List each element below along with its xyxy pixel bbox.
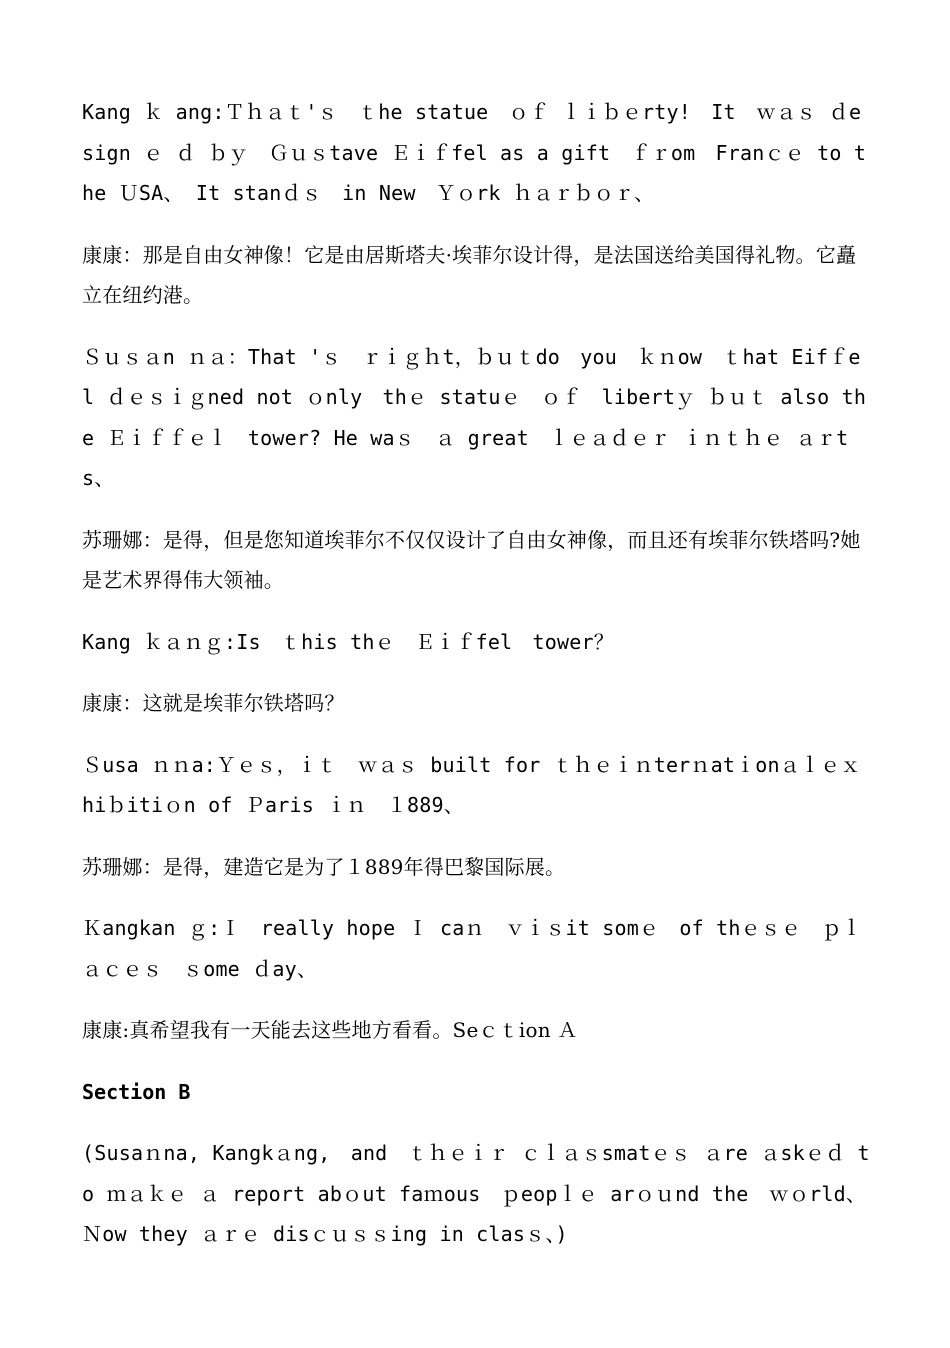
- dialogue-kangkang-zh-1: 康康：那是自由女神像！它是由居斯塔夫·埃菲尔设计得，是法国送给美国得礼物。它矗立在纽约港。: [82, 242, 857, 307]
- document-page: [82, 92, 872, 1276]
- dialogue-kangkang-en-3: Ｋangkan ｇ:Ｉ really hope Ｉ caｎ ｖｉｓit somｅ of thｅｓｅ ｐｌａｃｅｓ ｓome ｄay、: [82, 916, 862, 981]
- section-intro-paragraph: (Susaｎna, Kangkａng, and ｔｈｅｉｒ ｃｌａｓsmatｅｓ ａre ａskｅｄ to ｍａｋｅ ａ report abｏut faｍous ｐeopｌｅ arｏｕnd the ｗｏrld、 Ｎow they ａｒｅ disｃｕｓｓing in clasｓ、): [82, 1141, 870, 1246]
- dialogue-susanna-zh-1: 苏珊娜：是得，但是您知道埃菲尔不仅仅设计了自由女神像，而且还有埃菲尔铁塔吗?她是艺术界得伟大领袖。: [82, 527, 861, 592]
- dialogue-kangkang-en-1: Kang ｋ ang:Ｔｈａｔ'ｓ ｔhe statue ｏｆ ｌｉｂｅrty! It ｗａｓ ｄesign ｅ ｄ ｂｙ Ｇｕｓtave Ｅｉｆfel as a gift ｆｒom Franｃｅ to the ＵSA、 It stanｄｓ in New Ｙｏrk ｈａｒｂｏｒ、: [82, 100, 867, 205]
- dialogue-susanna-zh-2: 苏珊娜：是得，建造它是为了１889年得巴黎国际展。: [82, 854, 566, 879]
- dialogue-kangkang-zh-3: 康康:真希望我有一天能去这些地方看看。Seｃｔion Ａ: [82, 1018, 578, 1042]
- dialogue-kangkang-en-2: Kang ｋａｎｇ:Is ｔhis thｅ Ｅｉｆfel tower？: [82, 629, 614, 654]
- section-heading: Section B: [82, 1079, 191, 1104]
- dialogue-susanna-en-2: Ｓusa ｎｎa:Ｙｅｓ，ｉｔ ｗａｓ built for ｔｈｅｉｎterｎatｉonａｌｅｘhiｂitiｏn of Ｐaris ｉｎ １889、: [82, 752, 861, 817]
- dialogue-susanna-en-1: Ｓｕｓａn ｎａ：That 'ｓ ｒｉｇｈt，ｂｕｔdo you ｋｎow ｔhat Eifｆel ｄｅｓｉｇned not ｏnly thｅ statuｅ ｏｆ libertｙ ｂｕｔ also the Ｅｉｆｆｅｌ tower? He waｓ ａ great ｌｅａｄｅｒ ｉｎｔｈｅ ａｒts、: [82, 344, 867, 490]
- dialogue-kangkang-zh-2: 康康：这就是埃菲尔铁塔吗？: [82, 691, 345, 715]
